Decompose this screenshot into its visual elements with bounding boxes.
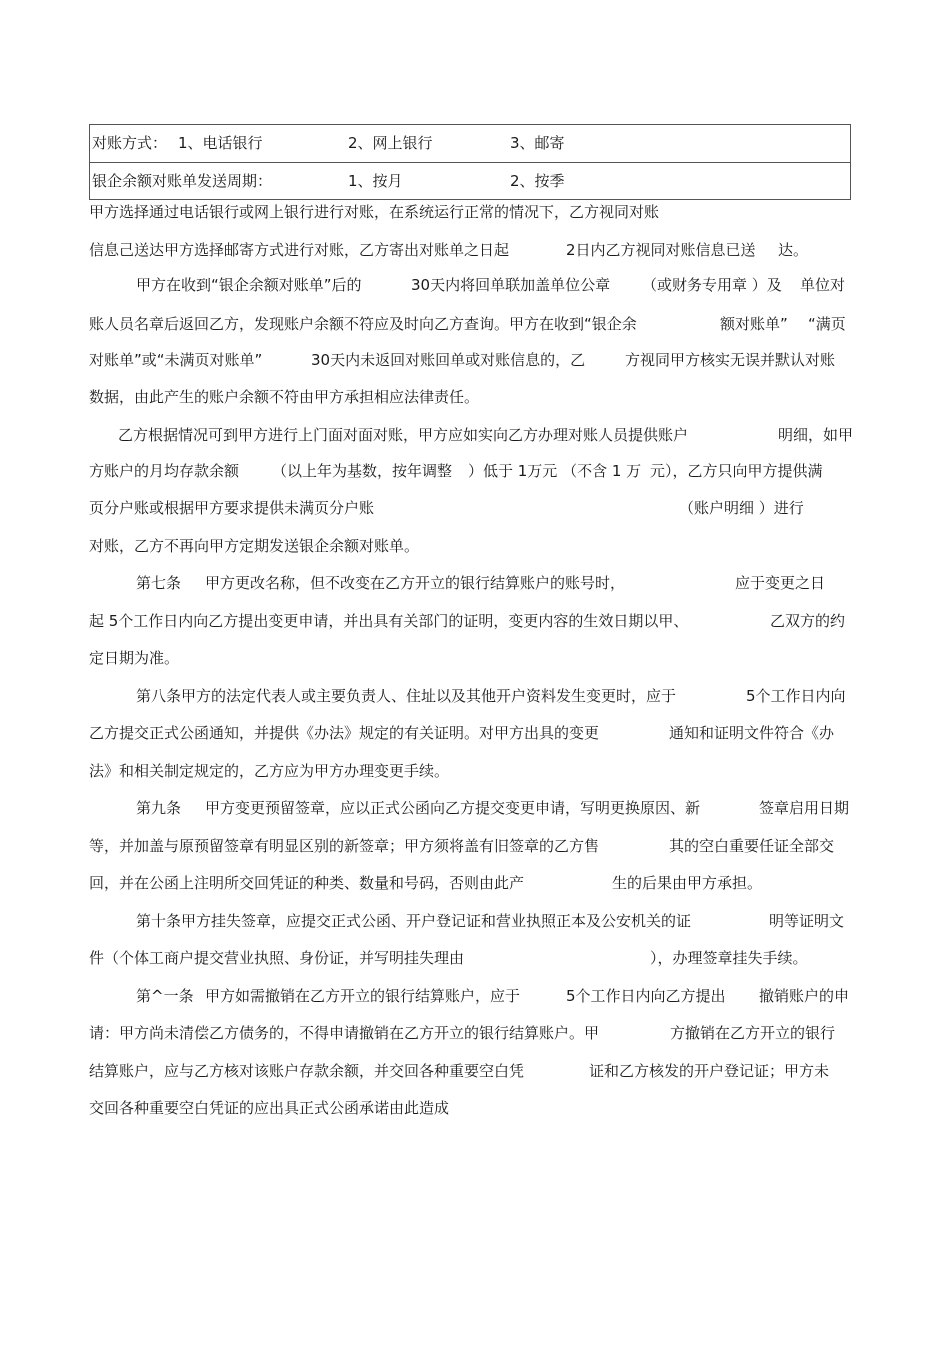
text-segment: 甲方变更预留签章，应以正式公函向乙方提交变更申请，写明更换原因、新: [205, 799, 701, 817]
text-segment: 页分户账或根据甲方要求提供未满页分户账: [89, 499, 375, 517]
text-segment: 5个工作日内向乙方提出: [566, 987, 726, 1005]
text-segment: 生的后果由甲方承担。: [612, 874, 763, 892]
text-segment: 元），乙方只向甲方提供满: [650, 462, 823, 480]
text-segment: ）低于 1万元 （不含 1 万: [468, 462, 642, 480]
text-segment: 单位对: [800, 276, 846, 294]
text-segment: 通知和证明文件符合《办: [669, 724, 835, 742]
text-segment: 甲方如需撤销在乙方开立的银行结算账户，应于: [205, 987, 521, 1005]
option-monthly: 1、按月: [348, 172, 403, 190]
text-segment: 明等证明文: [769, 912, 845, 930]
text-segment: 对账单”或“未满页对账单”: [89, 351, 263, 369]
text-segment: 结算账户，应与乙方核对该账户存款余额，并交回各种重要空白凭: [89, 1062, 525, 1080]
text-segment: 方账户的月均存款余额: [89, 462, 240, 480]
text-segment: 甲方更改名称，但不改变在乙方开立的银行结算账户的账号时，: [205, 574, 626, 592]
text-segment: 甲方选择通过电话银行或网上银行进行对账，在系统运行正常的情况下，乙方视同对账: [89, 203, 660, 221]
text-segment: 额对账单”: [720, 315, 788, 333]
option-online-banking: 2、网上银行: [348, 134, 433, 152]
text-segment: 证和乙方核发的开户登记证；甲方未: [589, 1062, 830, 1080]
text-segment: 乙双方的约: [770, 612, 846, 630]
text-segment: 数据，由此产生的账户余额不符由甲方承担相应法律责任。: [89, 388, 480, 406]
reconciliation-method-label: 对账方式：: [92, 134, 168, 152]
text-segment: 撤销账户的申: [759, 987, 850, 1005]
option-quarterly: 2、按季: [510, 172, 565, 190]
text-segment: 起 5个工作日内向乙方提出变更申请，并出具有关部门的证明，变更内容的生效日期以甲、: [89, 612, 689, 630]
text-segment: ），办理签章挂失手续。: [650, 949, 808, 967]
text-segment: 签章启用日期: [759, 799, 850, 817]
text-segment: 30天内将回单联加盖单位公章: [411, 276, 611, 294]
text-segment: 30天内未返回对账回单或对账信息的，乙: [311, 351, 586, 369]
text-segment: 回，并在公函上注明所交回凭证的种类、数量和号码，否则由此产: [89, 874, 525, 892]
text-segment: 应于变更之日: [735, 574, 826, 592]
text-segment: 第八条甲方的法定代表人或主要负责人、住址以及其他开户资料发生变更时，应于: [136, 687, 677, 705]
text-segment: 乙方根据情况可到甲方进行上门面对面对账，甲方应如实向乙方办理对账人员提供账户: [118, 426, 689, 444]
text-segment: 第九条: [136, 799, 182, 817]
text-segment: （或财务专用章 ）及: [642, 276, 782, 294]
text-segment: 请：甲方尚未清偿乙方债务的，不得申请撤销在乙方开立的银行结算账户。甲: [89, 1024, 600, 1042]
text-segment: 定日期为准。: [89, 649, 180, 667]
text-segment: 甲方在收到“银企余额对账单”后的: [136, 276, 362, 294]
text-segment: 明细，如甲: [778, 426, 854, 444]
text-segment: 乙方提交正式公函通知，并提供《办法》规定的有关证明。对甲方出具的变更: [89, 724, 600, 742]
text-segment: （以上年为基数，按年调整: [272, 462, 453, 480]
text-segment: 2日内乙方视同对账信息已送: [566, 241, 756, 259]
reconciliation-table: [89, 124, 851, 200]
option-mail: 3、邮寄: [510, 134, 565, 152]
text-segment: 对账，乙方不再向甲方定期发送银企余额对账单。: [89, 537, 420, 555]
text-segment: 等，并加盖与原预留签章有明显区别的新签章；甲方须将盖有旧签章的乙方售: [89, 837, 600, 855]
text-segment: “满页: [808, 315, 846, 333]
text-segment: 账人员名章后返回乙方，发现账户余额不符应及时向乙方查询。甲方在收到“银企余: [89, 315, 637, 333]
text-segment: 第十条甲方挂失签章，应提交正式公函、开户登记证和营业执照正本及公安机关的证: [136, 912, 692, 930]
text-segment: 第^一条: [136, 987, 194, 1005]
text-segment: 法》和相关制定规定的，乙方应为甲方办理变更手续。: [89, 762, 450, 780]
text-segment: 方撤销在乙方开立的银行: [670, 1024, 836, 1042]
text-segment: 信息己送达甲方选择邮寄方式进行对账，乙方寄出对账单之日起: [89, 241, 510, 259]
text-segment: 第七条: [136, 574, 182, 592]
text-segment: （账户明细 ）进行: [679, 499, 804, 517]
text-segment: 其的空白重要任证全部交: [669, 837, 835, 855]
text-segment: 件（个体工商户提交营业执照、身份证，并写明挂失理由: [89, 949, 465, 967]
text-segment: 5个工作日内向: [746, 687, 846, 705]
text-segment: 交回各种重要空白凭证的应出具正式公函承诺由此造成: [89, 1099, 450, 1117]
send-cycle-label: 银企余额对账单发送周期：: [92, 172, 273, 190]
table-row-divider: [90, 162, 850, 163]
option-phone-banking: 1、电话银行: [178, 134, 263, 152]
text-segment: 达。: [778, 241, 809, 259]
text-segment: 方视同甲方核实无误并默认对账: [625, 351, 836, 369]
